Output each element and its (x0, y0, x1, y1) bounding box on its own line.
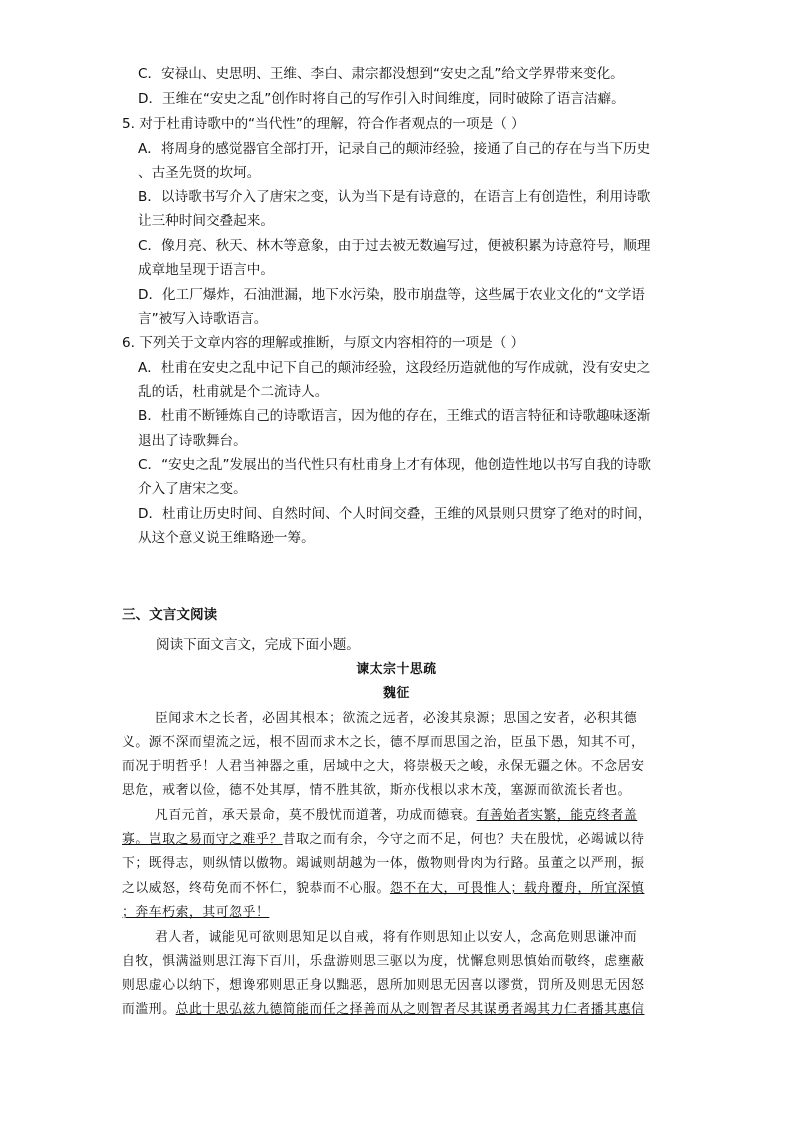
passage-text: 而滥刑。 (122, 1002, 176, 1017)
passage-line: 君人者，诚能见可欲则思知足以自戒，将有作则思知止以安人，念高危则思谦冲而 (155, 930, 638, 945)
passage-line: 臣闻求木之长者，必固其根本；欲流之远者，必浚其泉源；思国之安者，必积其德 (155, 711, 638, 726)
passage-line: 下；既得志，则纵情以傲物。竭诚则胡越为一体，傲物则骨肉为行路。虽董之以严刑，振 (122, 856, 645, 871)
q5-option-a: A．将周身的感觉器官全部打开，记录自己的颠沛经验，接通了自己的存在与当下历史 (138, 141, 651, 157)
q5-option-a-cont: 、古圣先贤的坎坷。 (138, 165, 261, 181)
passage-line: 义。源不深而望流之远，根不固而求木之长，德不厚而思国之治，臣虽下愚，知其不可， (122, 735, 645, 750)
passage-line (122, 880, 644, 898)
q6-stem: 6. 下列关于文章内容的理解或推断，与原文内容相符的一项是（ ） (122, 335, 525, 351)
underlined-sentence: ；奔车朽索，其可忽乎！ (122, 905, 270, 920)
underlined-sentence: 有善始者实繁，能克终者盖 (476, 808, 638, 823)
q5-option-d-cont: 言”被写入诗歌语言。 (138, 311, 268, 327)
q6-option-d-cont: 从这个意义说王维略逊一筹。 (138, 530, 315, 546)
underlined-sentence: 寡。岂取之易而守之难乎？ (122, 832, 283, 847)
q4-option-c: C．安禄山、史思明、王维、李白、肃宗都没想到“安史之乱”给文学界带来变化。 (138, 66, 624, 82)
q6-option-b-cont: 退出了诗歌舞台。 (138, 433, 247, 449)
q5-option-b-cont: 让三种时间交叠起来。 (138, 213, 274, 229)
q4-option-d: D．王维在“安史之乱”创作时将自己的写作引入时间维度，同时破除了语言洁癖。 (138, 91, 625, 107)
q6-option-a: A．杜甫在安史之乱中记下自己的颠沛经验，这段经历造就他的写作成就，没有安史之 (138, 360, 651, 376)
passage-line: 自牧，惧满溢则思江海下百川，乐盘游则思三驱以为度，忧懈怠则思慎始而敬终，虑壅蔽 (122, 954, 645, 969)
passage-line: 则思虚心以纳下，想谗邪则思正身以黜恶，恩所加则思无因喜以谬赏，罚所及则思无因怒 (122, 978, 645, 993)
q5-option-d: D．化工厂爆炸，石油泄漏，地下水污染，股市崩盘等，这些属于农业文化的“文学语 (138, 287, 645, 303)
q6-option-d: D．杜甫让历史时间、自然时间、个人时间交叠，王维的风景则只贯穿了绝对的时间， (138, 506, 652, 522)
passage-text: 昔取之而有余，今守之而不足，何也？夫在殷忧，必竭诚以待 (282, 832, 645, 847)
passage-title: 谏太宗十思疏 (356, 662, 437, 677)
q5-option-c: C．像月亮、秋天、林木等意象，由于过去被无数遍写过，便被积累为诗意符号，顺理 (138, 238, 651, 254)
q6-option-b: B．杜甫不断锤炼自己的诗歌语言，因为他的存在，王维式的语言特征和诗歌趣味逐渐 (138, 408, 651, 424)
q5-option-b: B．以诗歌书写介入了唐宋之变，认为当下是有诗意的，在语言上有创造性，利用诗歌 (138, 189, 651, 205)
section-heading: 三、文言文阅读 (122, 607, 218, 623)
q5-option-c-cont: 成章地呈现于语言中。 (138, 262, 274, 278)
q6-option-c: C．“安史之乱”发展出的当代性只有杜甫身上才有体现，他创造性地以书写自我的诗歌 (138, 457, 651, 473)
passage-line: 思危，戒奢以俭，德不处其厚，情不胜其欲，斯亦伐根以求木茂，塞源而欲流长者也。 (122, 783, 632, 798)
section-intro: 阅读下面文言文，完成下面小题。 (156, 637, 360, 653)
passage-line (122, 1001, 644, 1019)
q6-option-c-cont: 介入了唐宋之变。 (138, 481, 247, 497)
underlined-sentence: 怨不在大，可畏惟人；载舟覆舟，所宜深慎 (389, 881, 645, 896)
passage-author: 魏征 (383, 686, 410, 701)
passage-line (122, 831, 644, 849)
passage-text: 之以威怒，终苟免而不怀仁，貌恭而不心服。 (122, 881, 390, 896)
q5-stem: 5. 对于杜甫诗歌中的“当代性”的理解，符合作者观点的一项是（ ） (122, 116, 525, 132)
passage-line: 而况于明哲乎！人君当神器之重，居域中之大，将崇极天之峻，永保无疆之休。不念居安 (122, 759, 645, 774)
underlined-sentence: 总此十思弘兹九德简能而任之择善而从之则智者尽其谋勇者竭其力仁者播其惠信 (175, 1002, 645, 1017)
passage-text: 凡百元首，承天景命，莫不殷忧而道著，功成而德衰。 (155, 808, 477, 823)
passage-line (155, 807, 637, 825)
q6-option-a-cont: 乱的话，杜甫就是个二流诗人。 (138, 384, 329, 400)
